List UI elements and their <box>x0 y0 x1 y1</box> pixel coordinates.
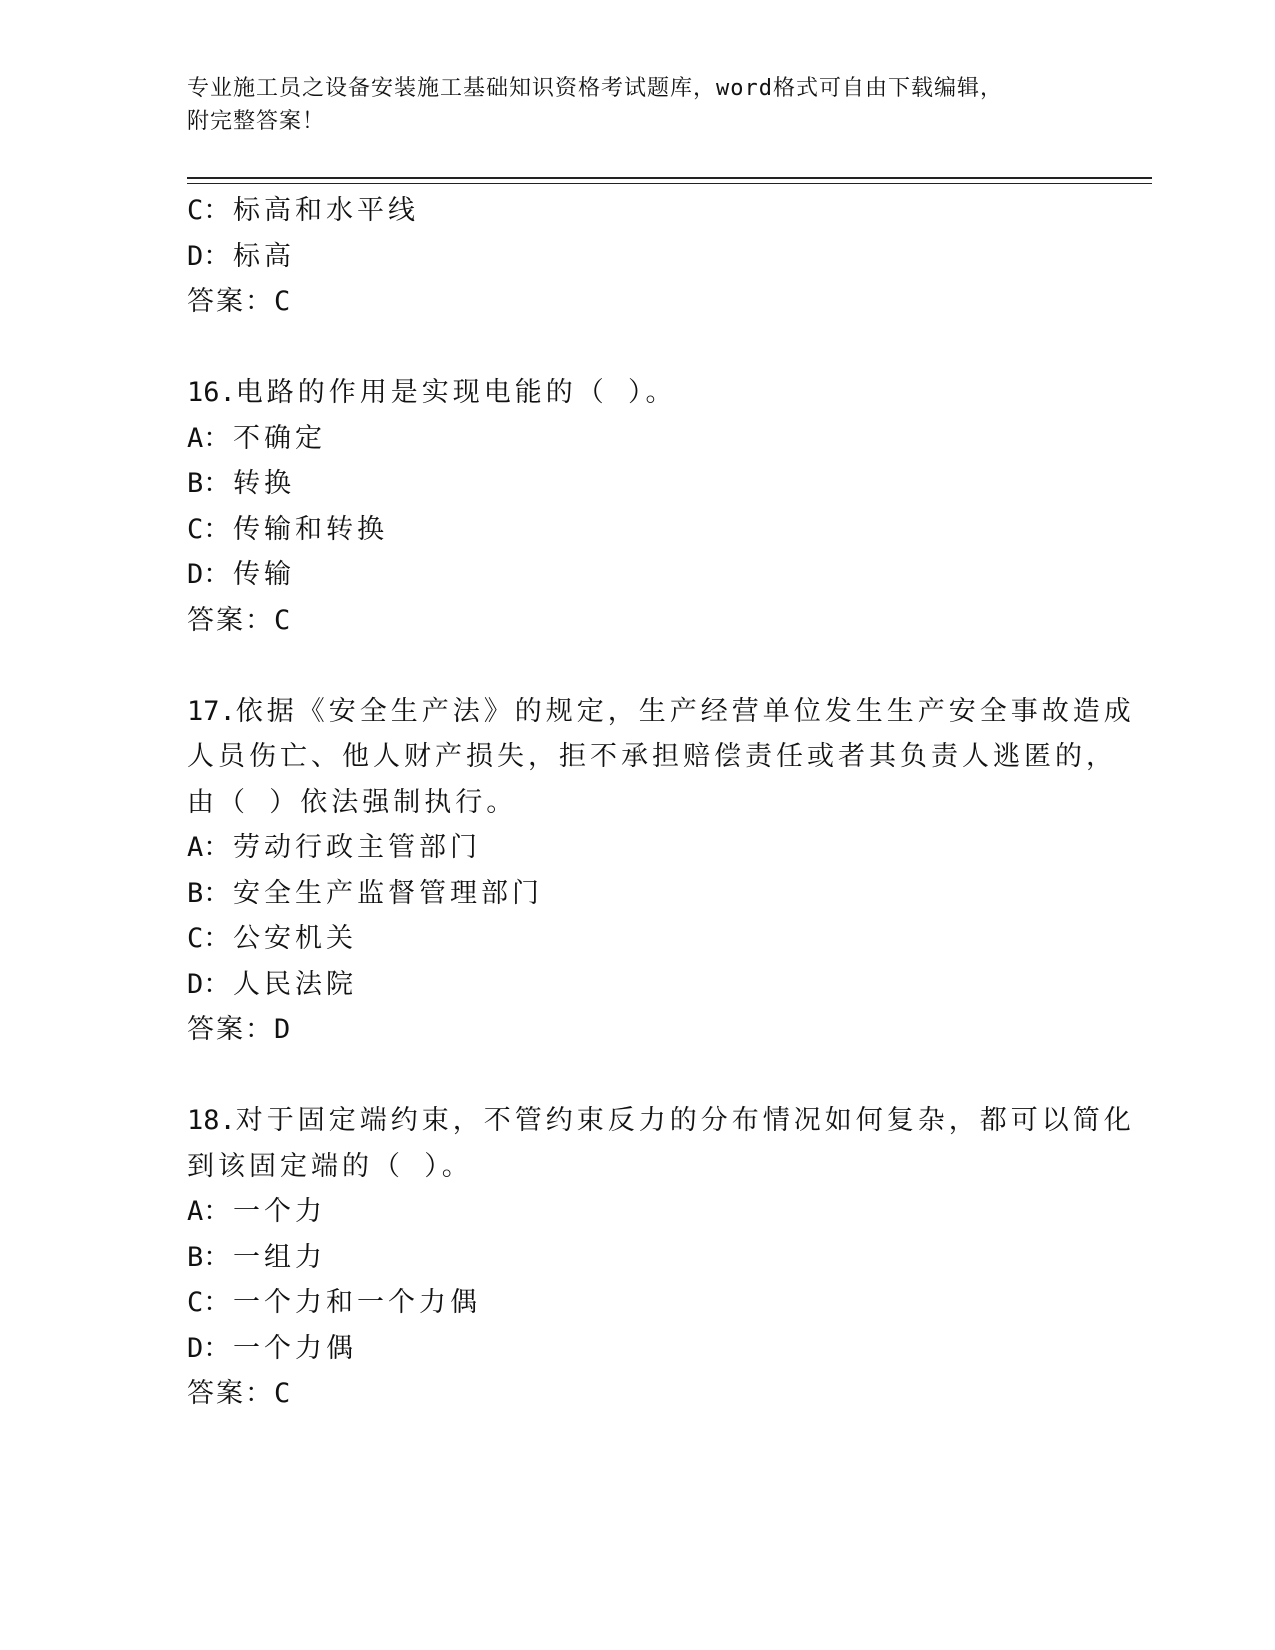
option-c <box>187 1280 1087 1326</box>
header-line-2: 附完整答案！ <box>187 109 326 134</box>
option-text: 人民法院 <box>233 968 357 1000</box>
option-c <box>187 188 1087 234</box>
spacer <box>187 325 1087 371</box>
question-17-stem <box>187 689 1135 735</box>
option-a <box>187 416 1087 462</box>
option-text: 转换 <box>233 468 295 499</box>
question-number: 17. <box>187 695 236 727</box>
option-b <box>187 871 1087 917</box>
question-18-stem <box>187 1098 1135 1144</box>
option-c <box>187 916 1087 962</box>
question-number: 16. <box>187 377 236 408</box>
option-d <box>187 552 1087 598</box>
answer-line: 答案：C <box>187 286 293 317</box>
option-letter: B： <box>187 877 231 909</box>
option-letter: A： <box>187 1196 231 1227</box>
option-letter: D： <box>187 240 231 272</box>
answer-line: 答案：C <box>187 604 293 636</box>
option-a <box>187 825 1087 871</box>
header-divider-thick <box>187 177 1152 179</box>
option-letter: D： <box>187 968 231 1000</box>
option-letter: D： <box>187 559 231 590</box>
header-line-1: 专业施工员之设备安装施工基础知识资格考试题库，word格式可自由下载编辑， <box>187 76 1003 101</box>
option-d <box>187 962 1087 1008</box>
option-text: 传输和转换 <box>233 513 388 545</box>
option-text: 一组力 <box>233 1241 326 1273</box>
option-text: 标高和水平线 <box>233 195 419 226</box>
spacer <box>187 643 1087 689</box>
question-number: 18. <box>187 1105 236 1136</box>
option-b <box>187 1235 1087 1281</box>
question-16-stem <box>187 370 1087 416</box>
option-text: 公安机关 <box>233 923 357 954</box>
question-content <box>187 188 1135 1417</box>
option-letter: C： <box>187 513 231 545</box>
option-text: 标高 <box>233 240 295 272</box>
question-17-stem-cont: 由（ ）依法强制执行。 <box>187 786 518 818</box>
option-letter: B： <box>187 468 231 499</box>
question-text: 依据《安全生产法》的规定，生产经营单位发生生产安全事故造成 <box>235 695 1135 727</box>
question-text: 电路的作用是实现电能的（ ）。 <box>235 377 677 408</box>
option-d <box>187 1326 1087 1372</box>
option-c <box>187 507 1087 553</box>
option-d <box>187 234 1087 280</box>
header-divider-thin <box>187 183 1152 184</box>
option-text: 一个力偶 <box>233 1332 357 1364</box>
option-letter: A： <box>187 422 231 454</box>
question-17-stem-cont: 人员伤亡、他人财产损失，拒不承担赔偿责任或者其负责人逃匿的， <box>187 741 1117 772</box>
option-letter: D： <box>187 1332 231 1364</box>
option-letter: C： <box>187 923 231 954</box>
answer-line: 答案：C <box>187 1378 293 1409</box>
option-text: 一个力和一个力偶 <box>233 1287 481 1318</box>
option-a <box>187 1189 1087 1235</box>
option-text: 劳动行政主管部门 <box>233 832 481 863</box>
question-18-stem-cont: 到该固定端的（ ）。 <box>187 1150 473 1182</box>
answer-line: 答案：D <box>187 1014 293 1045</box>
option-letter: B： <box>187 1241 231 1273</box>
option-letter: C： <box>187 1287 231 1318</box>
option-text: 传输 <box>233 559 295 590</box>
option-letter: A： <box>187 832 231 863</box>
question-text: 对于固定端约束，不管约束反力的分布情况如何复杂，都可以简化 <box>235 1105 1135 1136</box>
option-text: 安全生产监督管理部门 <box>233 877 543 909</box>
option-text: 一个力 <box>233 1196 326 1227</box>
option-b <box>187 461 1087 507</box>
option-letter: C： <box>187 195 231 226</box>
spacer <box>187 1053 1087 1099</box>
option-text: 不确定 <box>233 422 326 454</box>
document-header <box>187 72 1087 138</box>
